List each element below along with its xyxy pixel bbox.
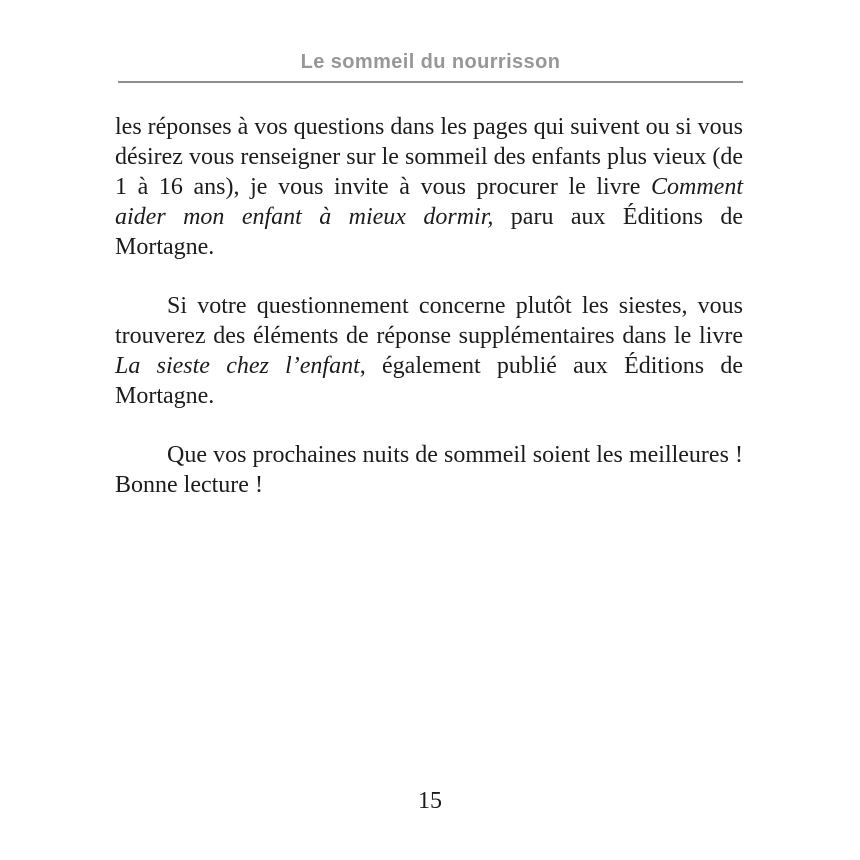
paragraph-text: les réponses à vos questions dans les pages qui suivent ou si vous désirez vous renseigner sur le sommeil des enfants plus vieux (de 1 à 16 ans), je vous invite à vous procurer le livre — [115, 114, 743, 200]
paragraph-text: Que vos prochaines nuits de sommeil soient les meilleures ! Bonne lecture ! — [115, 442, 743, 498]
paragraph — [115, 112, 743, 262]
paragraph — [115, 291, 743, 411]
book-title-italic: La sieste chez l’enfant — [115, 353, 360, 379]
paragraph-text: Si votre questionnement concerne plutôt les siestes, vous trouverez des éléments de réponse supplémentaires dans le livre — [115, 293, 743, 349]
page-number: 15 — [418, 788, 442, 814]
running-header-title: Le sommeil du nourrisson — [300, 51, 561, 73]
paragraph — [115, 440, 743, 500]
paragraph-text: , également publié aux Éditions de Mortagne. — [115, 353, 743, 409]
page-body — [115, 112, 743, 529]
header-rule — [118, 81, 743, 83]
book-title-italic: Comment aider mon enfant à mieux dormir, — [115, 174, 743, 230]
paragraph-text: paru aux Éditions de Mortagne. — [115, 204, 744, 260]
